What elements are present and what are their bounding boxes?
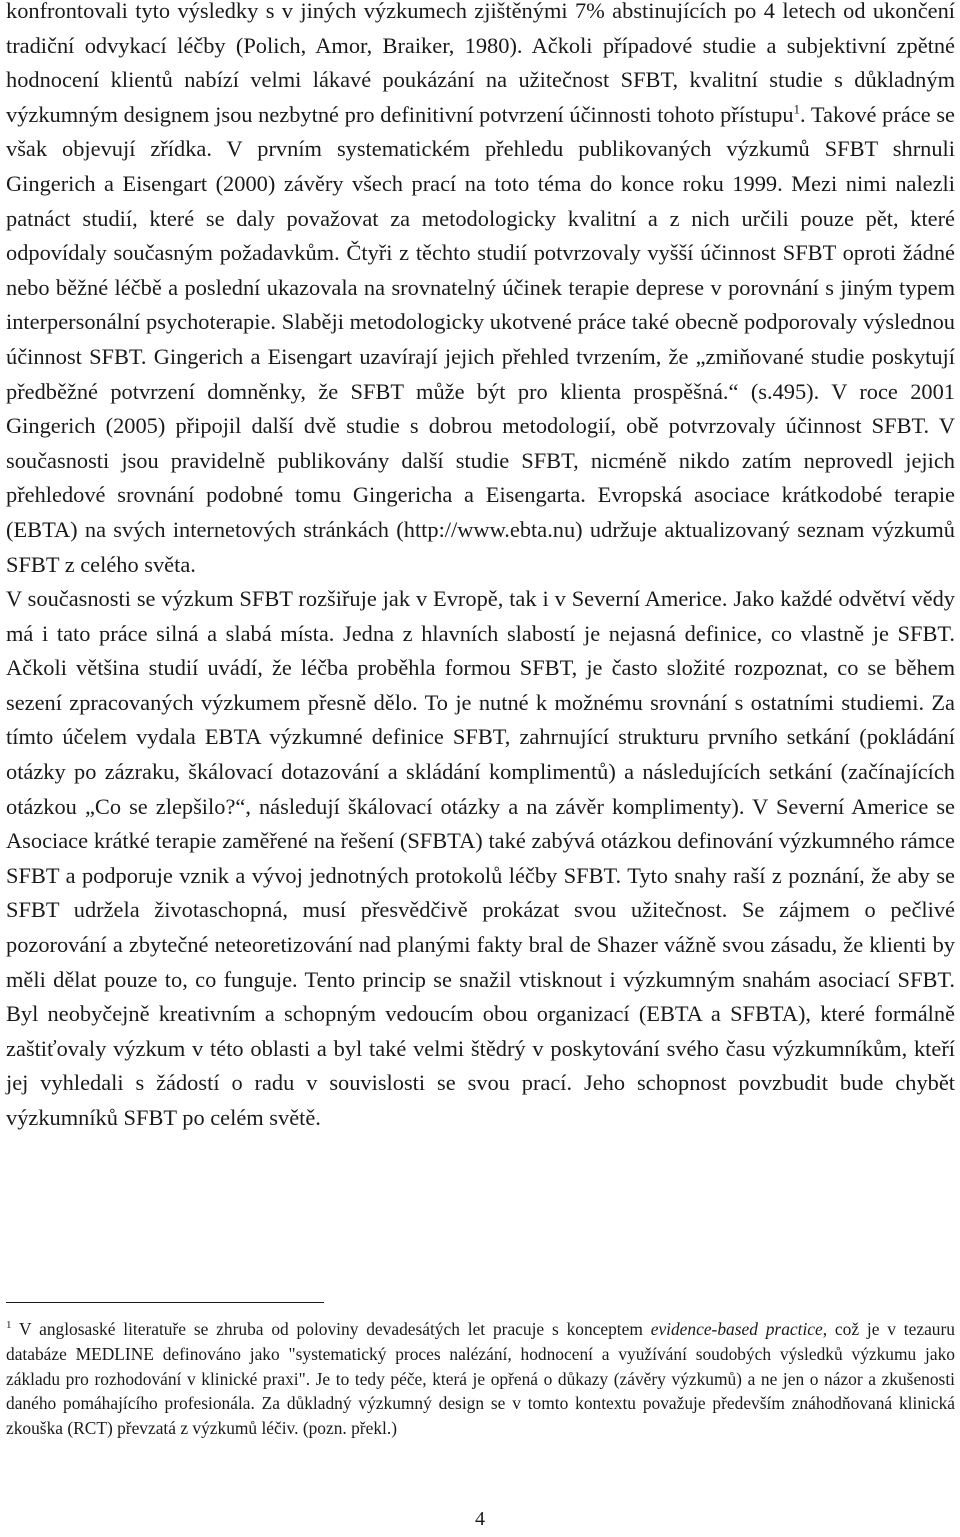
paragraph-1-rest: . Takové práce se však objevují zřídka. V prvním systematickém přehledu publikovaných výzkumů SFBT shrnuli Gingerich a Eisengart (2000) závěry všech prací na toto téma do konce roku 1999. Mezi nimi nalezli patnáct studií, které se daly považovat za metodologicky kvalitní a z nich určili pouze pět, které odpovídaly současným požadavkům. Čtyři z těchto studií potvrzovaly vyšší účinnost SFBT oproti žádné nebo běžné léčbě a poslední ukazovala na srovnatelný účinek terapie deprese v porovnání s jiným typem interpersonální psychoterapie. Slaběji metodologicky ukotvené práce také obecně podporovaly výslednou účinnost SFBT. Gingerich a Eisengart uzavírají jejich přehled tvrzením, že „zmiňované studie poskytují předběžné potvrzení domněnky, že SFBT může být pro klienta prospěšná.“ (s.495). V roce 2001 Gingerich (2005) připojil další dvě studie s dobrou metodologií, obě potvrzovaly účinnost SFBT. V současnosti jsou pravidelně publikovány další studie SFBT, nicméně nikdo zatím neprovedl jejich přehledové srovnání podobné tomu Gingericha a Eisengarta. Evropská asociace krátkodobé terapie (EBTA) na svých internetových stránkách (http://www.ebta.nu) udržuje aktualizovaný seznam výzkumů SFBT z celého světa. <box>6 101 955 577</box>
paragraph-2: V současnosti se výzkum SFBT rozšiřuje jak v Evropě, tak i v Severní Americe. Jako každé odvětví vědy má i tato práce silná a slabá místa. Jedna z hlavních slabostí je nejasná definice, co vlastně je SFBT. Ačkoli většina studií uvádí, že léčba proběhla formou SFBT, je často složité rozpoznat, co se během sezení zpracovaných výzkumem přesně dělo. To je nutné k možnému srovnání s ostatními studiemi. Za tímto účelem vydala EBTA výzkumné definice SFBT, zahrnující strukturu prvního setkání (pokládání otázky po zázraku, škálovací dotazování a skládání komplimentů) a následujících setkání (začínajících otázkou „Co se zlepšilo?“, následují škálovací otázky a na závěr komplimenty). V Severní Americe se Asociace krátké terapie zaměřené na řešení (SFBTA) také zabývá otázkou definování výzkumného rámce SFBT a podporuje vznik a vývoj jednotných protokolů léčby SFBT. Tyto snahy raší z poznání, že aby se SFBT udržela životaschopná, musí přesvědčivě prokázat svou užitečnost. Se zájmem o pečlivé pozorování a zbytečné neteoretizování nad planými fakty bral de Shazer vážně svou zásadu, že klienti by měli dělat pouze to, co funguje. Tento princip se snažil vtisknout i výzkumným snahám asociací SFBT. Byl neobyčejně kreativním a schopným vedoucím obou organizací (EBTA a SFBTA), které formálně zaštiťovaly výzkum v této oblasti a byl také velmi štědrý v poskytování svého času výzkumníkům, kteří jej vyhledali s žádostí o radu v souvislosti se svou prací. Jeho schopnost povzbudit bude chybět výzkumníků SFBT po celém světě. <box>6 586 955 1130</box>
paragraph-1-lead: konfrontovali tyto výsledky s v jiných výzkumech zjištěnými 7% abstinujících po 4 letech od ukončení tradiční odvykací léčby (Polich, Amor, Braiker, 1980). Ačkoli případové studie a subjektivní zpětné hodnocení klientů nabízí velmi lákavé poukázání na užitečnost SFBT, kvalitní studie s důkladným výzkumným designem jsou nezbytné pro definitivní potvrzení účinnosti tohoto přístupu <box>6 0 955 127</box>
paragraph-1 <box>6 0 955 582</box>
footnote-marker: 1 <box>6 1319 12 1332</box>
page-number: 4 <box>475 1508 485 1530</box>
footnote-rest: , což je v tezauru databáze MEDLINE definováno jako "systematický proces nalézání, hodnocení a využívání soudobých výsledků výzkumu jako základu pro rozhodování v klinické praxi". Je to tedy péče, která je opřená o důkazy (závěry výzkumů) a ne jen o názor a zkušenosti daného pomáhajícího profesionála. Za důkladný výzkumný design se v tomto kontextu považuje především znáhodňovaná klinická zkouška (RCT) převzatá z výzkumů léčiv. (pozn. překl.) <box>6 1319 955 1439</box>
footnote <box>6 1317 955 1441</box>
body-text <box>6 0 955 1136</box>
footnote-reference: 1 <box>793 101 801 117</box>
footnote-lead: V anglosaské literatuře se zhruba od poloviny devadesátých let pracuje s konceptem <box>19 1319 643 1339</box>
footnote-separator <box>6 1302 324 1303</box>
footnote-term: evidence-based practice <box>650 1319 823 1339</box>
